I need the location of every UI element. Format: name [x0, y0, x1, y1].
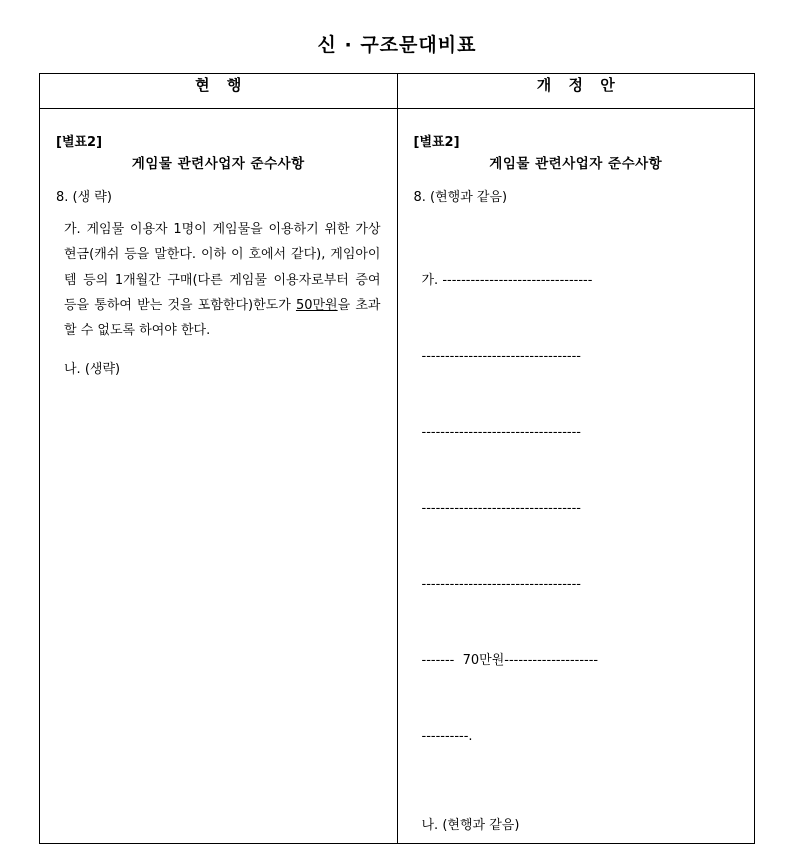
revised-table-tag: [별표2]	[413, 135, 460, 150]
column-header-revised	[397, 74, 755, 109]
revised-clause-ga	[414, 217, 739, 800]
current-item-number: 8. (생 략)	[56, 190, 112, 205]
current-subtitle: 게임물 관련사업자 준수사항	[131, 156, 305, 172]
revised-amount: 70만원	[462, 652, 505, 668]
revised-dash-line-7: ----------.	[421, 728, 473, 744]
current-clause-ga-label: 가.	[64, 222, 87, 237]
revised-item-number: 8. (현행과 같음)	[413, 190, 508, 205]
document-page	[0, 30, 794, 833]
column-header-current	[40, 74, 398, 109]
revised-dash-line-3: ----------------------------------	[421, 424, 581, 440]
current-clause-na: 나. (생략)	[64, 361, 121, 377]
table-body	[40, 109, 755, 844]
current-clause-ga	[56, 217, 381, 344]
column-header-revised-label: 개 정 안	[536, 76, 621, 94]
cell-revised-provision	[397, 109, 755, 844]
table-header-row	[40, 74, 755, 109]
column-header-current-label: 현 행	[195, 76, 248, 94]
revised-dash-6-pre: -------	[421, 652, 463, 668]
revised-dash-line-1	[422, 268, 739, 293]
cell-current-provision	[40, 109, 398, 844]
revised-dash-1-text: --------------------------------	[442, 272, 593, 288]
table-row	[40, 109, 755, 844]
revised-clause-na: 나. (현행과 같음)	[421, 817, 520, 833]
revised-clause-ga-label: 가.	[421, 272, 443, 288]
table-header	[40, 74, 755, 109]
revised-dash-line-5: ----------------------------------	[421, 576, 581, 592]
revised-dash-line-4: ----------------------------------	[421, 500, 581, 516]
revised-subtitle: 게임물 관련사업자 준수사항	[489, 156, 663, 172]
current-clause-ga-text: 게임물 이용자 1명이 게임물을 이용하기 위한 가상현금(캐쉬 등을 말한다. 이하 이 호에서 같다), 게임아이템 등의 1개월간 구매(다른 게임물 이용자로부터 증여 등을 통하여 받는 것을 포함한다)한도가	[64, 222, 381, 314]
page-title: 신 · 구조문대비표	[317, 34, 477, 56]
revised-dash-6-post: --------------------	[504, 652, 599, 668]
current-clause-ga-text-after: 을 초과할 수 없도록 하여야 한다.	[64, 298, 381, 339]
revised-dash-line-2: ----------------------------------	[421, 348, 581, 364]
current-table-tag: [별표2]	[56, 135, 103, 150]
current-clause-ga-amount: 50만원	[295, 298, 338, 314]
revised-dash-line-6	[422, 648, 739, 673]
comparison-table	[39, 73, 755, 844]
